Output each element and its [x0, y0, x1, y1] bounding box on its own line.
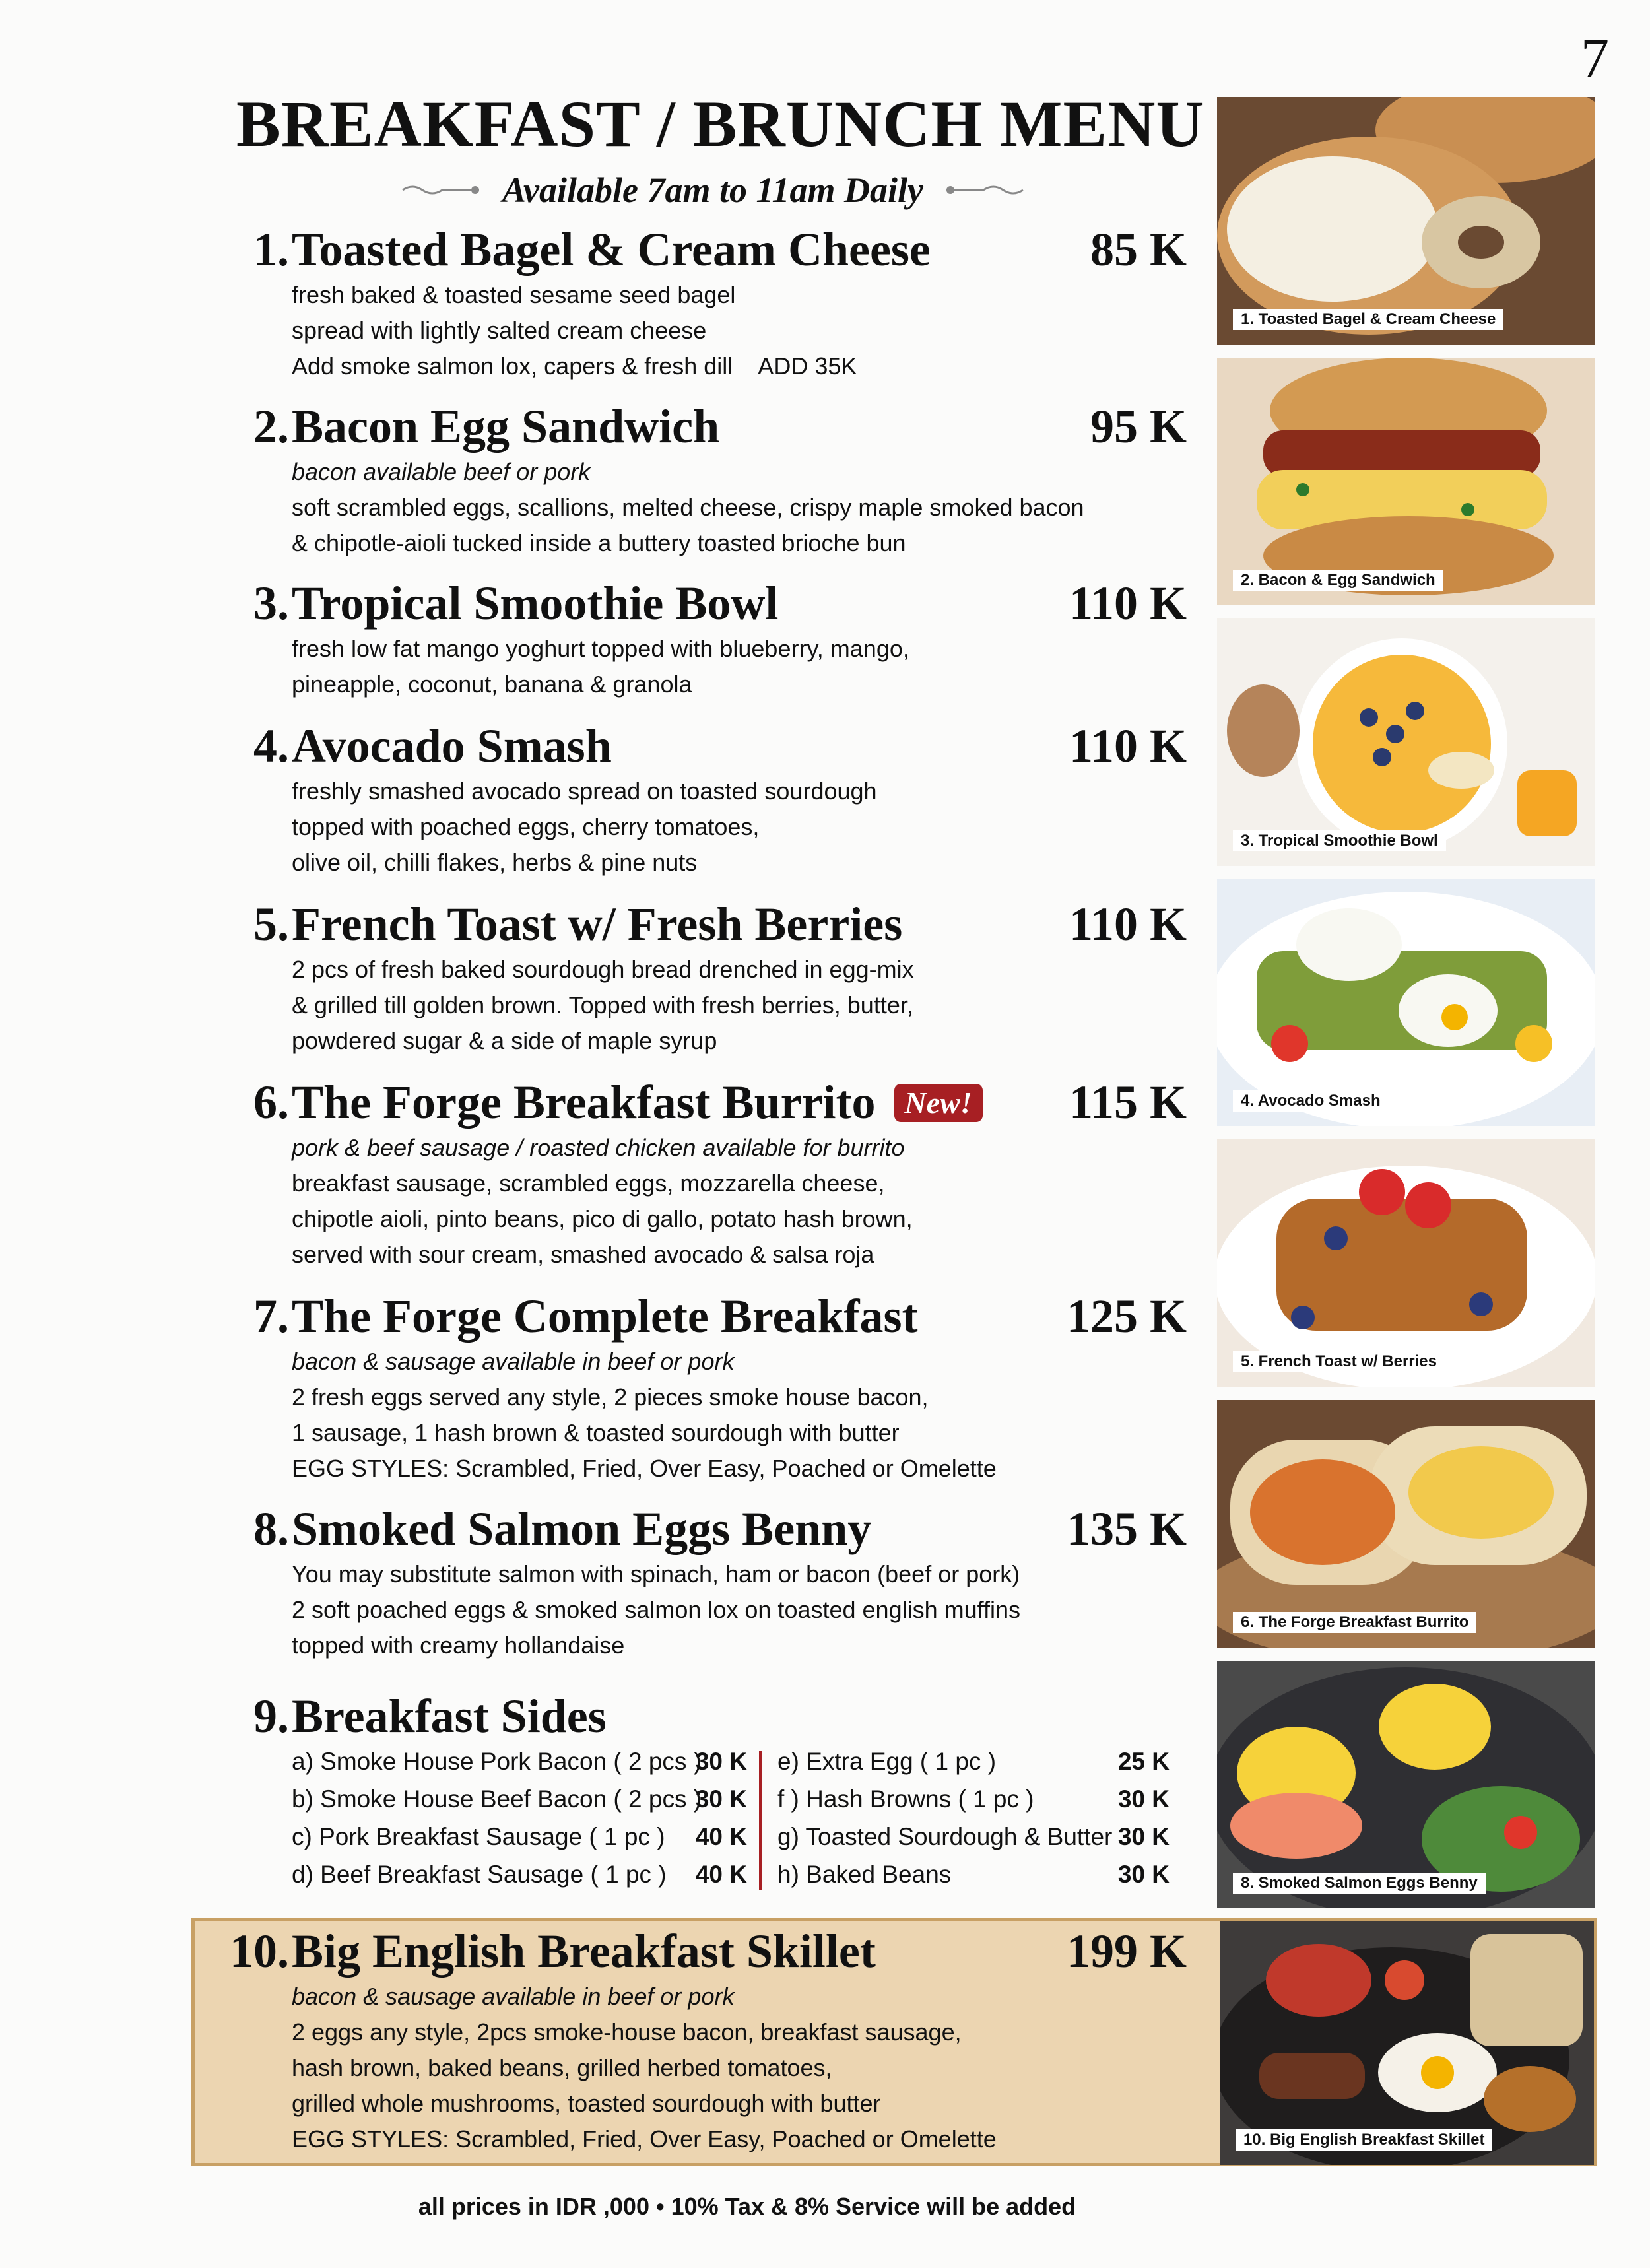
photo-label: 4. Avocado Smash [1233, 1090, 1389, 1112]
menu-item [236, 576, 1187, 702]
menu-title: BREAKFAST / BRUNCH MENU [236, 87, 1204, 160]
side-price: 30 K [695, 1785, 747, 1813]
side-price: 40 K [695, 1861, 747, 1888]
item-number: 1. [253, 223, 289, 276]
photo-label: 8. Smoked Salmon Eggs Benny [1233, 1873, 1486, 1894]
description-line: & grilled till golden brown. Topped with fresh berries, butter, [292, 991, 913, 1018]
item-price: 110 K [1069, 719, 1187, 772]
side-name: h) Baked Beans [777, 1861, 952, 1888]
description-line: hash brown, baked beans, grilled herbed tomatoes, [292, 2054, 832, 2081]
description-line: olive oil, chilli flakes, herbs & pine nuts [292, 849, 698, 876]
side-name: d) Beef Breakfast Sausage ( 1 pc ) [292, 1861, 667, 1888]
burrito-photo [1217, 1400, 1595, 1648]
footer-note: all prices in IDR ,000 • 10% Tax & 8% Service will be added [418, 2193, 1076, 2220]
item-price: 110 K [1069, 898, 1187, 951]
description-line: EGG STYLES: Scrambled, Fried, Over Easy, Poached or Omelette [292, 1455, 997, 1482]
page-number: 7 [1581, 26, 1609, 90]
menu-item [236, 1288, 1187, 1486]
item-name: Tropical Smoothie Bowl [292, 577, 779, 630]
item-price: 199 K [1066, 1925, 1187, 1978]
item-name: Breakfast Sides [292, 1690, 607, 1743]
photo-label: 3. Tropical Smoothie Bowl [1233, 830, 1446, 851]
photo-label: 6. The Forge Breakfast Burrito [1233, 1612, 1476, 1633]
side-item [292, 1743, 747, 1780]
item-price: 85 K [1090, 223, 1187, 276]
side-price: 30 K [1117, 1823, 1170, 1850]
english-breakfast-photo [1220, 1921, 1594, 2165]
item-price: 110 K [1069, 577, 1187, 630]
description-line: pineapple, coconut, banana & granola [292, 671, 692, 698]
photo-label: 1. Toasted Bagel & Cream Cheese [1233, 309, 1503, 330]
sides-right-column [777, 1743, 1170, 1893]
right-flourish-icon [940, 180, 1026, 200]
description-line: powdered sugar & a side of maple syrup [292, 1027, 717, 1054]
item-name: Avocado Smash [292, 719, 612, 772]
sides-left-column [292, 1743, 747, 1893]
item-number: 10. [230, 1925, 289, 1978]
item-price: 135 K [1066, 1502, 1187, 1555]
item-price: 115 K [1069, 1076, 1187, 1129]
availability-subtitle: Available 7am to 11am Daily [502, 170, 923, 210]
description-line: Add smoke salmon lox, capers & fresh dill ADD 35K [292, 352, 857, 380]
description-line: freshly smashed avocado spread on toasted sourdough [292, 778, 877, 805]
item-number: 5. [253, 898, 289, 951]
description-line: spread with lightly salted cream cheese [292, 317, 707, 344]
description-line: topped with creamy hollandaise [292, 1632, 625, 1659]
description-line: 1 sausage, 1 hash brown & toasted sourdough with butter [292, 1419, 900, 1446]
item-price: 125 K [1066, 1290, 1187, 1343]
side-name: e) Extra Egg ( 1 pc ) [777, 1748, 997, 1775]
description-line: chipotle aioli, pinto beans, pico di gallo, potato hash brown, [292, 1205, 913, 1232]
item-name: Toasted Bagel & Cream Cheese [292, 223, 931, 276]
featured-menu-item [230, 1923, 1187, 2157]
item-description [292, 774, 1187, 881]
side-item [777, 1818, 1170, 1855]
item-note: pork & beef sausage / roasted chicken available for burrito [292, 1134, 905, 1161]
side-price: 25 K [1117, 1748, 1170, 1775]
item-note: bacon & sausage available in beef or pork [292, 1348, 735, 1375]
side-name: f ) Hash Browns ( 1 pc ) [777, 1785, 1034, 1813]
item-name: French Toast w/ Fresh Berries [292, 898, 903, 951]
new-badge: New! [894, 1084, 983, 1122]
item-description [292, 1556, 1187, 1663]
side-price: 30 K [1117, 1861, 1170, 1888]
menu-item [236, 1501, 1187, 1663]
description-line: soft scrambled eggs, scallions, melted cheese, crispy maple smoked bacon [292, 494, 1084, 521]
item-note: bacon available beef or pork [292, 458, 591, 485]
menu-item [236, 1688, 1187, 1744]
description-line: fresh baked & toasted sesame seed bagel [292, 281, 736, 308]
side-item [292, 1818, 747, 1855]
photo-label: 5. French Toast w/ Berries [1233, 1351, 1445, 1372]
menu-item [236, 718, 1187, 881]
item-description [292, 952, 1187, 1059]
item-number: 9. [253, 1690, 289, 1743]
item-description [292, 454, 1187, 561]
french-toast-photo [1217, 1139, 1595, 1387]
side-item [777, 1743, 1170, 1780]
description-line: 2 eggs any style, 2pcs smoke-house bacon, breakfast sausage, [292, 2018, 962, 2046]
item-number: 3. [253, 577, 289, 630]
menu-item [236, 399, 1187, 561]
description-line: breakfast sausage, scrambled eggs, mozzarella cheese, [292, 1170, 885, 1197]
side-price: 40 K [695, 1823, 747, 1850]
menu-item [236, 222, 1187, 384]
item-note: bacon & sausage available in beef or pork [292, 1983, 735, 2010]
smoothie-bowl-photo [1217, 618, 1595, 866]
description-line: 2 fresh eggs served any style, 2 pieces smoke house bacon, [292, 1384, 929, 1411]
description-line: fresh low fat mango yoghurt topped with blueberry, mango, [292, 635, 909, 662]
description-line: 2 soft poached eggs & smoked salmon lox on toasted english muffins [292, 1596, 1020, 1623]
item-name-text: The Forge Breakfast Burrito [292, 1076, 876, 1129]
description-line: grilled whole mushrooms, toasted sourdough with butter [292, 2090, 881, 2117]
avocado-toast-photo [1217, 879, 1595, 1126]
item-number: 4. [253, 719, 289, 772]
item-name: The Forge Complete Breakfast [292, 1290, 918, 1343]
subtitle-row [370, 164, 1056, 217]
item-description [292, 277, 1187, 384]
description-line: 2 pcs of fresh baked sourdough bread drenched in egg-mix [292, 956, 914, 983]
item-description [292, 1344, 1187, 1486]
side-name: c) Pork Breakfast Sausage ( 1 pc ) [292, 1823, 665, 1850]
menu-item [236, 896, 1187, 1059]
side-price: 30 K [1117, 1785, 1170, 1813]
side-name: g) Toasted Sourdough & Butter [777, 1823, 1113, 1850]
item-price: 95 K [1090, 400, 1187, 453]
side-price: 30 K [695, 1748, 747, 1775]
description-line: served with sour cream, smashed avocado & salsa roja [292, 1241, 874, 1268]
item-description [292, 1979, 1187, 2157]
item-name [292, 1075, 983, 1130]
side-item [292, 1855, 747, 1893]
item-number: 8. [253, 1502, 289, 1555]
item-name: Smoked Salmon Eggs Benny [292, 1502, 872, 1555]
item-description [292, 631, 1187, 702]
item-name: Big English Breakfast Skillet [292, 1925, 876, 1978]
item-description [292, 1130, 1187, 1273]
side-item [292, 1780, 747, 1818]
photo-label: 2. Bacon & Egg Sandwich [1233, 570, 1443, 591]
side-item [777, 1855, 1170, 1893]
description-line: & chipotle-aioli tucked inside a buttery toasted brioche bun [292, 529, 906, 556]
sandwich-photo [1217, 358, 1595, 605]
left-flourish-icon [399, 180, 485, 200]
description-line: You may substitute salmon with spinach, ham or bacon (beef or pork) [292, 1560, 1020, 1587]
side-item [777, 1780, 1170, 1818]
description-line: EGG STYLES: Scrambled, Fried, Over Easy, Poached or Omelette [292, 2125, 997, 2152]
photo-label: 10. Big English Breakfast Skillet [1236, 2129, 1492, 2151]
bagel-photo [1217, 97, 1595, 345]
menu-item [236, 1075, 1187, 1273]
item-name: Bacon Egg Sandwich [292, 400, 720, 453]
item-number: 6. [253, 1076, 289, 1129]
eggs-benny-photo [1217, 1661, 1595, 1908]
item-number: 2. [253, 400, 289, 453]
side-name: a) Smoke House Pork Bacon ( 2 pcs ) [292, 1748, 702, 1775]
sides-divider [759, 1751, 762, 1890]
item-number: 7. [253, 1290, 289, 1343]
description-line: topped with poached eggs, cherry tomatoes, [292, 813, 760, 840]
side-name: b) Smoke House Beef Bacon ( 2 pcs ) [292, 1785, 702, 1813]
